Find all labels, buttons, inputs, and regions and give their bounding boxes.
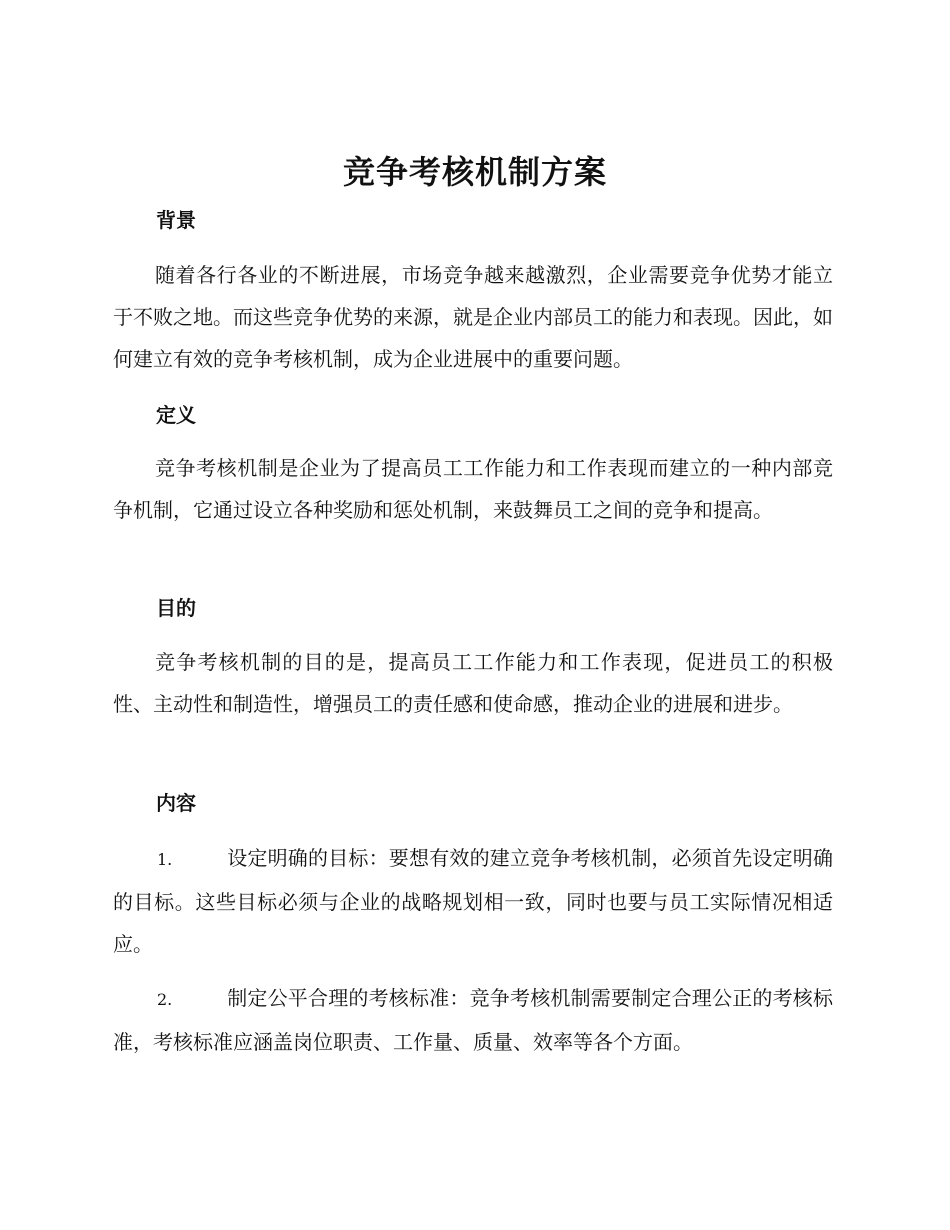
section-heading-purpose: 目的	[156, 596, 196, 620]
list-item-number: 1.	[157, 850, 173, 869]
section-text-definition: 竞争考核机制是企业为了提高员工工作能力和工作表现而建立的一种内部竞争机制，它通过设立各种奖励和惩处机制，来鼓舞员工之间的竞争和提高。	[113, 456, 833, 522]
document-title: 竞争考核机制方案	[342, 153, 607, 191]
section-heading-background: 背景	[156, 208, 196, 232]
section-heading-content: 内容	[156, 791, 196, 815]
section-text-purpose: 竞争考核机制的目的是，提高员工工作能力和工作表现，促进员工的积极性、主动性和制造性，增强员工的责任感和使命感，推动企业的进展和进步。	[113, 650, 833, 716]
section-text-background: 随着各行各业的不断进展，市场竞争越来越激烈，企业需要竞争优势才能立于不败之地。而这些竞争优势的来源，就是企业内部员工的能力和表现。因此，如何建立有效的竞争考核机制，成为企业进展中的重要问题。	[113, 263, 833, 371]
list-item-text: 设定明确的目标：要想有效的建立竞争考核机制，必须首先设定明确的目标。这些目标必须与企业的战略规划相一致，同时也要与员工实际情况相适应。	[113, 846, 833, 956]
list-item-text: 制定公平合理的考核标准：竞争考核机制需要制定合理公正的考核标准，考核标准应涵盖岗位职责、工作量、质量、效率等各个方面。	[113, 986, 833, 1054]
section-heading-definition: 定义	[156, 403, 196, 427]
content-list-item	[113, 977, 833, 1063]
list-item-number: 2.	[157, 990, 173, 1009]
content-list-item	[113, 837, 833, 965]
